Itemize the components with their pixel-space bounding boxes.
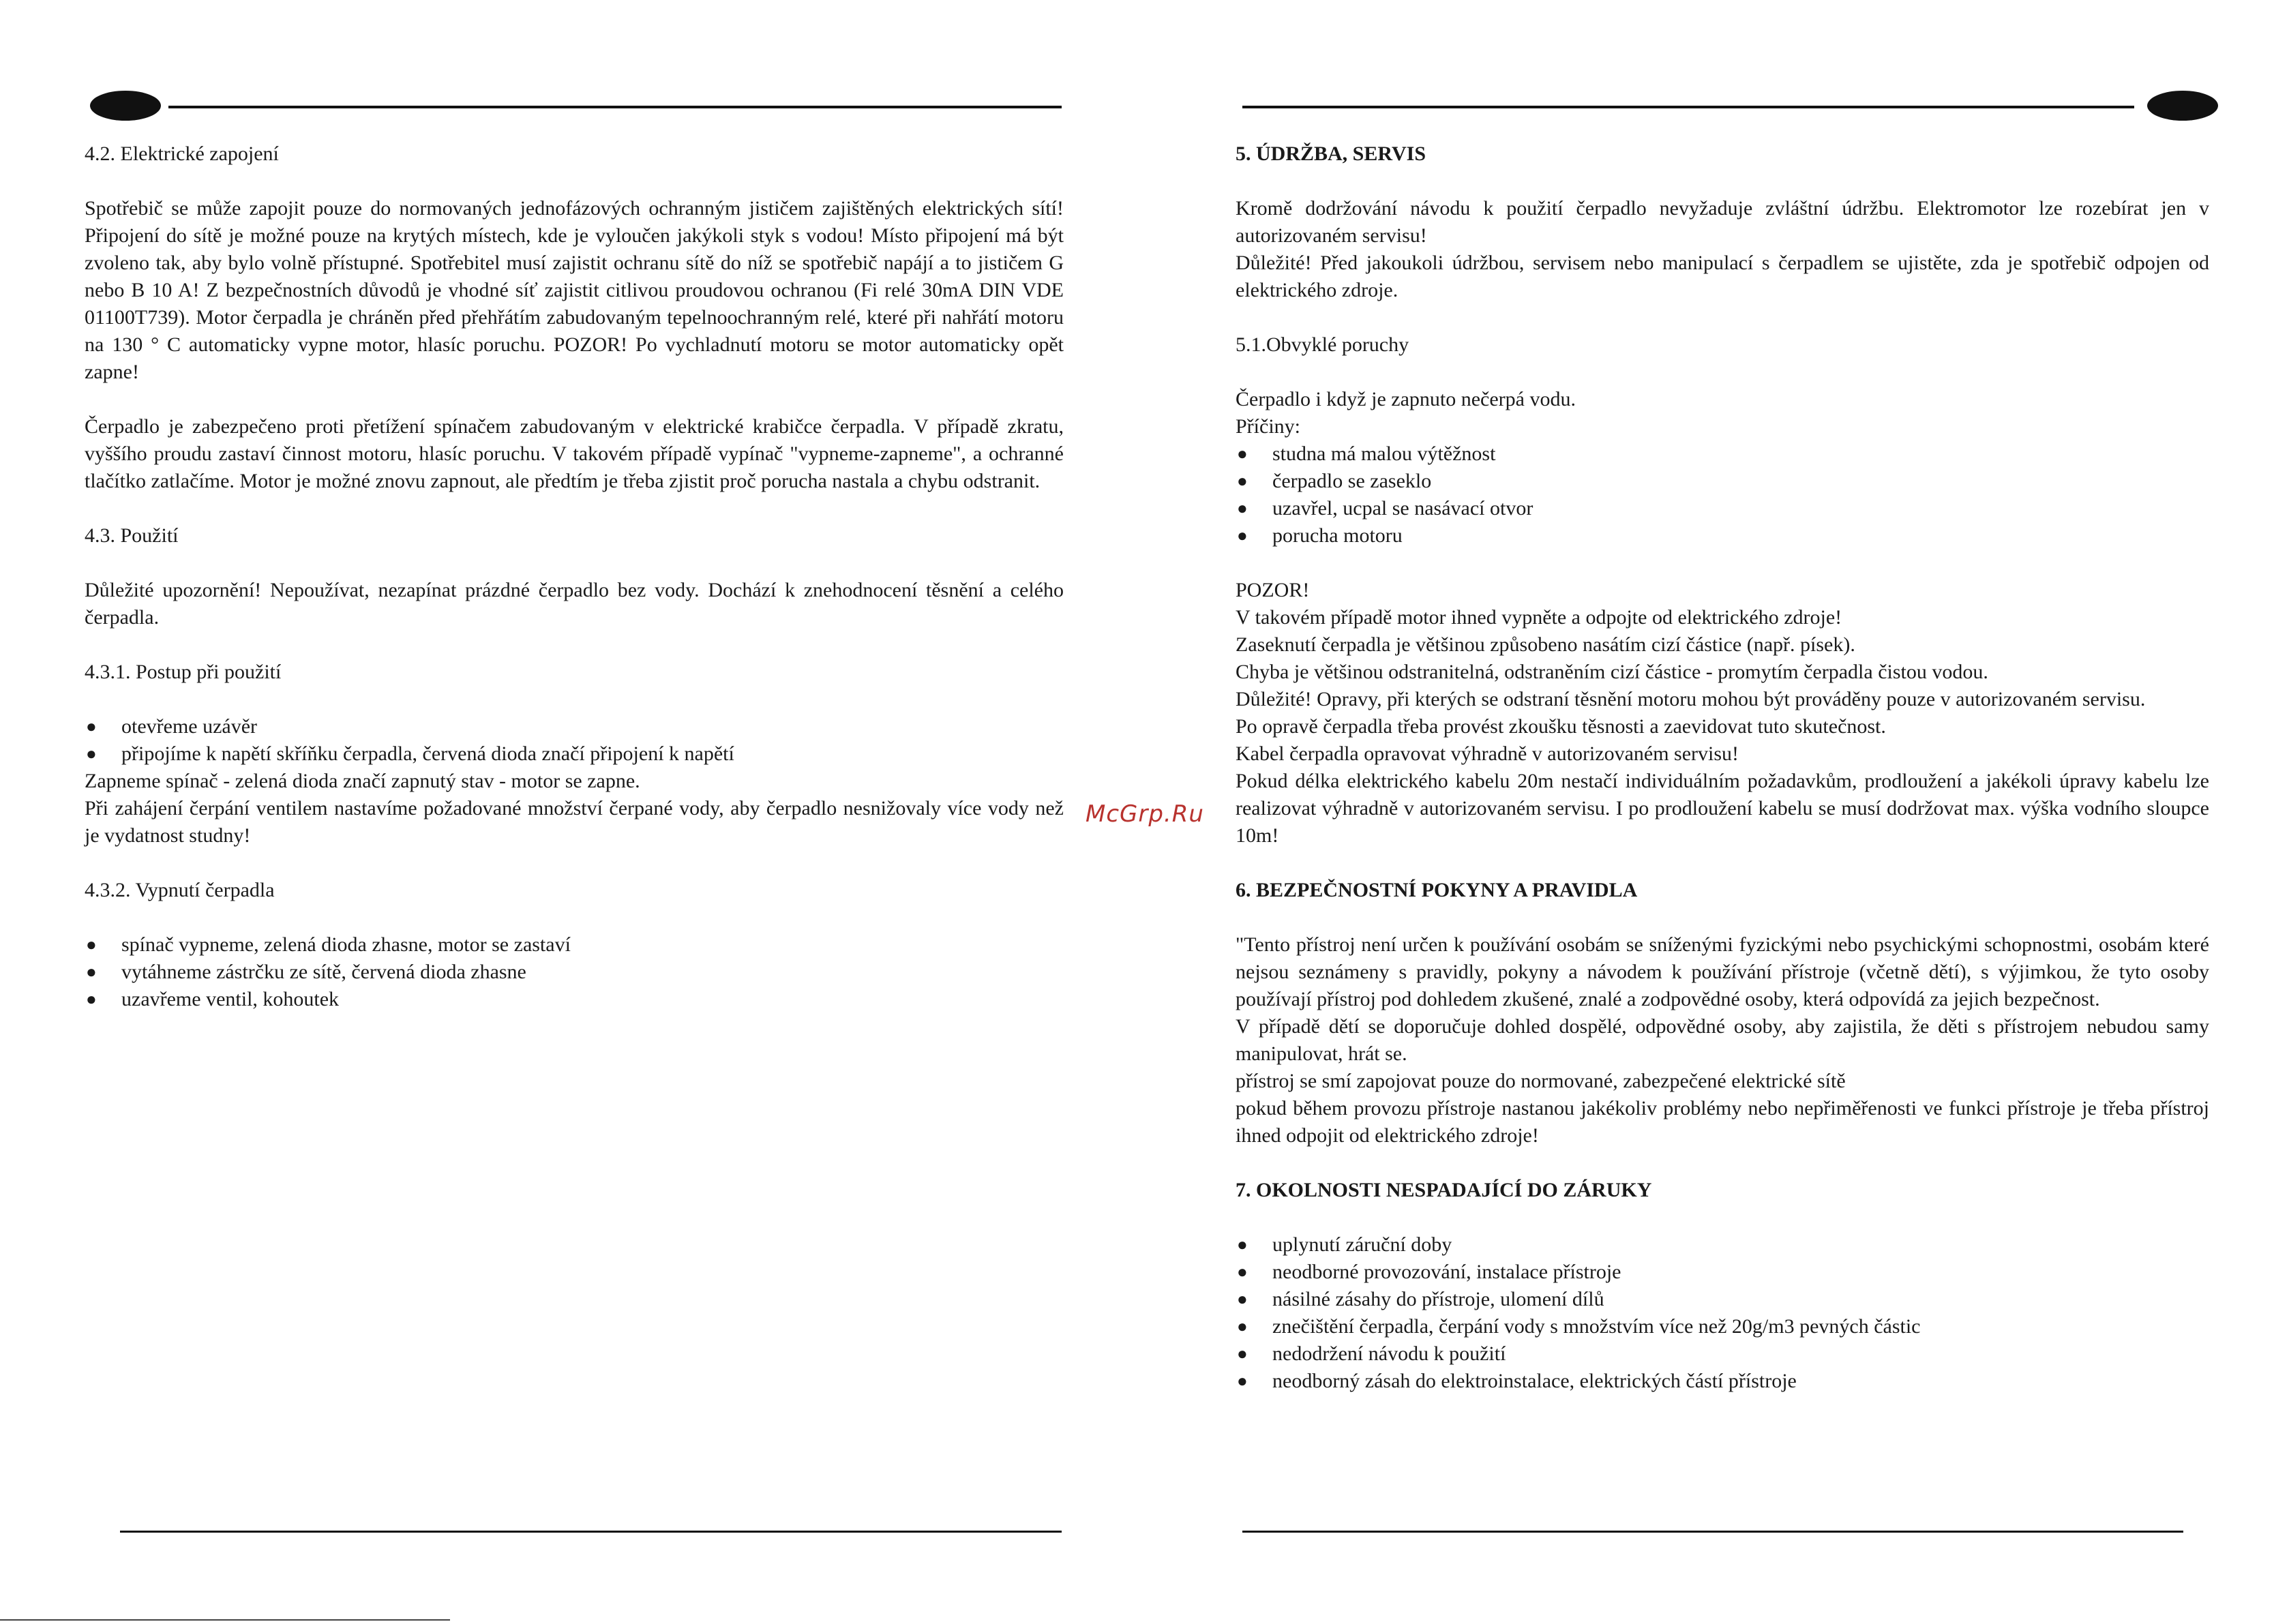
safety-line: V případě dětí se doporučuje dohled dospělé, odpovědné osoby, aby zajistila, že děti s přístrojem nebudou samy manipulovat, hrát se.: [1236, 1015, 2209, 1065]
list-item: ● uzavřeme ventil, kohoutek: [85, 986, 1064, 1013]
section-7-list: [1236, 1231, 2209, 1395]
list-item: ● studna má malou výtěžnost: [1236, 440, 2209, 468]
watermark-text: McGrp.Ru: [1086, 800, 1204, 828]
section-5-1-line-2: Příčiny:: [1236, 415, 1300, 438]
section-5-1-causes-list: [1236, 440, 2209, 550]
left-page-text: [85, 140, 1064, 1013]
section-6-heading: 6. BEZPEČNOSTNÍ POKYNY A PRAVIDLA: [1236, 879, 1638, 901]
section-5-paragraph-1: Kromě dodržování návodu k použití čerpadlo nevyžaduje zvláštní údržbu. Elektromotor lze rozebírat jen v autorizovaném servisu!: [1236, 197, 2209, 247]
section-4-2-paragraph-2: Čerpadlo je zabezpečeno proti přetížení spínačem zabudovaným v elektrické krabičce čerpadla. V případě zkratu, vyššího proudu zastaví činnost motoru, hlasíc poruchu. V takovém případě vypínač "vypneme-zapneme", a ochranné tlačítko zatlačíme. Motor je možné znovu zapnout, ale předtím je třeba zjistit proč porucha nastala a chybu odstranit.: [85, 415, 1064, 492]
list-item: ● porucha motoru: [1236, 522, 2209, 550]
left-page: [85, 82, 1064, 1541]
section-4-3-2-heading: 4.3.2. Vypnutí čerpadla: [85, 879, 275, 901]
section-4-3-2-list: [85, 931, 1064, 1013]
section-5-1-line-1: Čerpadlo i když je zapnuto nečerpá vodu.: [1236, 388, 1576, 410]
section-4-2-heading: 4.2. Elektrické zapojení: [85, 142, 279, 165]
section-4-3-1-paragraph-1: Zapneme spínač - zelená dioda značí zapnutý stav - motor se zapne.: [85, 770, 640, 792]
warning-line: Kabel čerpadla opravovat výhradně v autorizovaném servisu!: [1236, 742, 1739, 765]
warning-line: Zaseknutí čerpadla je většinou způsobeno nasátím cizí částice (např. písek).: [1236, 633, 1855, 656]
section-5-1-warning-block: [1236, 577, 2209, 849]
warning-line: POZOR!: [1236, 579, 1310, 601]
section-6-block: [1236, 931, 2209, 1149]
list-item: ● připojíme k napětí skříňku čerpadla, červená dioda značí připojení k napětí: [85, 740, 1064, 768]
list-item: ● uzavřel, ucpal se nasávací otvor: [1236, 495, 2209, 522]
section-4-3-paragraph: Důležité upozornění! Nepoužívat, nezapínat prázdné čerpadlo bez vody. Dochází k znehodnocení těsnění a celého čerpadla.: [85, 579, 1064, 629]
section-4-2-paragraph-1: Spotřebič se může zapojit pouze do normovaných jednofázových ochranným jističem zajištěných elektrických sítí! Připojení do sítě je možné pouze na krytých místech, kde je vyloučen jakýkoli styk s vodou! Místo připojení má být zvoleno tak, aby bylo volně přístupné. Spotřebitel musí zajistit ochranu sítě do níž se spotřebič napájí a to jističem G nebo B 10 A! Z bezpečnostních důvodů je vhodné síť zajistit citlivou proudovou ochranou (Fi relé 30mA DIN VDE 01100T739). Motor čerpadla je chráněn před přehřátím zabudovaným tepelnoochranným relé, které při nahřátí motoru na 130 ° C automaticky vypne motor, hlasíc poruchu. POZOR! Po vychladnutí motoru se motor automaticky opět zapne!: [85, 197, 1064, 383]
section-4-3-1-paragraph-2: Při zahájení čerpání ventilem nastavíme požadované množství čerpané vody, aby čerpadlo nesnižovaly více vody než je vydatnost studny!: [85, 797, 1064, 847]
list-item: ● čerpadlo se zaseklo: [1236, 468, 2209, 495]
section-4-3-1-list: [85, 713, 1064, 768]
right-page-text: [1236, 140, 2209, 1395]
list-item: ● nedodržení návodu k použití: [1236, 1340, 2209, 1368]
list-item: ● neodborné provozování, instalace přístroje: [1236, 1259, 2209, 1286]
warning-line: Pokud délka elektrického kabelu 20m nestačí individuálním požadavkům, prodloužení a jakékoli úpravy kabelu lze realizovat výhradně v autorizovaném servisu. I po prodloužení kabelu se musí dodržovat max. výška vodního sloupce 10m!: [1236, 770, 2209, 847]
section-4-3-heading: 4.3. Použití: [85, 524, 179, 547]
section-4-3-1-heading: 4.3.1. Postup při použití: [85, 661, 282, 683]
list-item: ● násilné zásahy do přístroje, ulomení dílů: [1236, 1286, 2209, 1313]
list-item: ● vytáhneme zástrčku ze sítě, červená dioda zhasne: [85, 959, 1064, 986]
warning-line: V takovém případě motor ihned vypněte a odpojte od elektrického zdroje!: [1236, 606, 1842, 629]
section-5-heading: 5. ÚDRŽBA, SERVIS: [1236, 142, 1426, 165]
safety-line: pokud během provozu přístroje nastanou jakékoliv problémy nebo nepřiměřenosti ve funkci přístroje je třeba přístroj ihned odpojit od elektrického zdroje!: [1236, 1097, 2209, 1147]
scan-edge-line: [0, 1619, 450, 1621]
list-item: ● otevřeme uzávěr: [85, 713, 1064, 740]
section-5-1-heading: 5.1.Obvyklé poruchy: [1236, 333, 1409, 356]
warning-line: Chyba je většinou odstranitelná, odstraněním cizí částice - promytím čerpadla čistou vodou.: [1236, 661, 1988, 683]
warning-line: Po opravě čerpadla třeba provést zkoušku těsnosti a zaevidovat tuto skutečnost.: [1236, 715, 1886, 738]
list-item: ● uplynutí záruční doby: [1236, 1231, 2209, 1259]
list-item: ● spínač vypneme, zelená dioda zhasne, motor se zastaví: [85, 931, 1064, 959]
right-page: [1236, 82, 2209, 1541]
warning-line: Důležité! Opravy, při kterých se odstraní těsnění motoru mohou být prováděny pouze v autorizovaném servisu.: [1236, 688, 2146, 710]
safety-line: "Tento přístroj není určen k používání osobám se sníženými fyzickými nebo psychickými schopnostmi, osobám které nejsou seznámeny s pravidly, pokyny a návodem k používání přístroje (včetně dětí), s výjimkou, že tyto osoby používají přístroj pod dohledem zkušené, znalé a zodpovědné osoby, která odpovídá za jejich bezpečnost.: [1236, 933, 2209, 1010]
list-item: ● znečištění čerpadla, čerpání vody s množstvím více než 20g/m3 pevných částic: [1236, 1313, 2209, 1340]
section-7-heading: 7. OKOLNOSTI NESPADAJÍCÍ DO ZÁRUKY: [1236, 1179, 1652, 1201]
safety-line: přístroj se smí zapojovat pouze do normované, zabezpečené elektrické sítě: [1236, 1070, 1846, 1092]
section-5-paragraph-2: Důležité! Před jakoukoli údržbou, servisem nebo manipulací s čerpadlem se ujistěte, zda je spotřebič odpojen od elektrického zdroje.: [1236, 252, 2209, 301]
list-item: ● neodborný zásah do elektroinstalace, elektrických částí přístroje: [1236, 1368, 2209, 1395]
